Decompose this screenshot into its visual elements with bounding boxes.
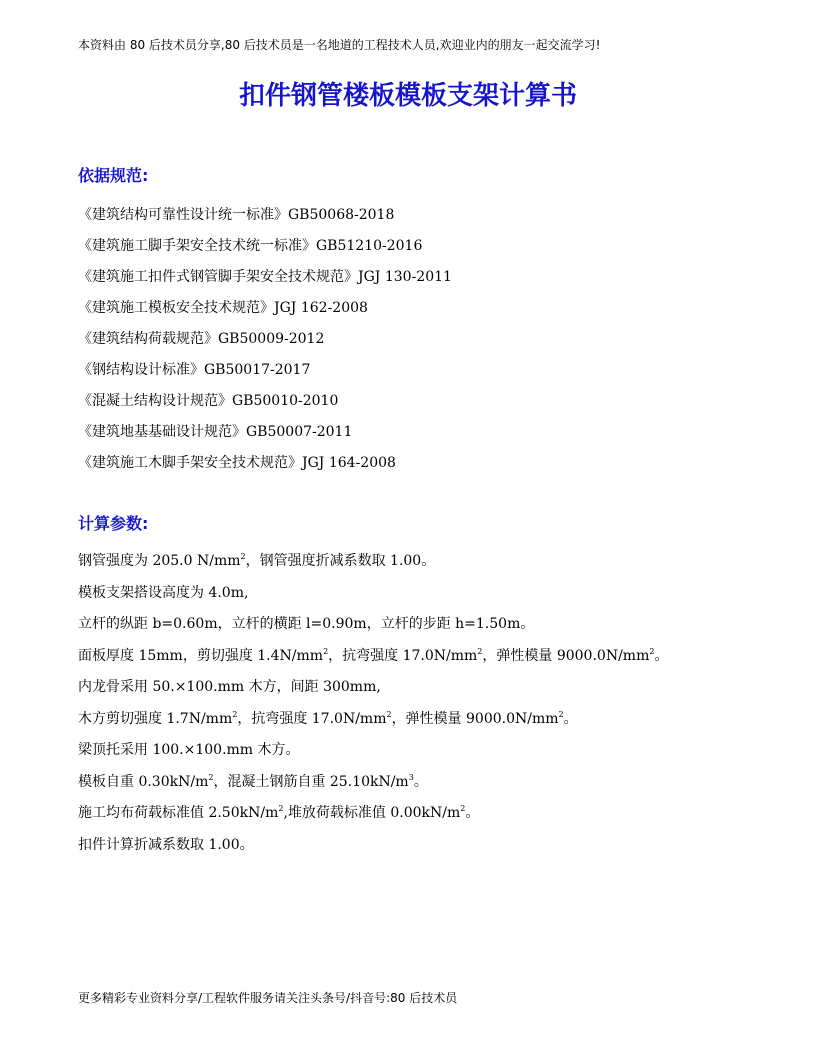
superscript: 2 bbox=[278, 804, 284, 813]
basis-item: 《建筑施工模板安全技术规范》JGJ 162-2008 bbox=[78, 300, 368, 316]
superscript: 2 bbox=[240, 552, 246, 561]
superscript: 2 bbox=[323, 646, 329, 656]
basis-item: 《混凝土结构设计规范》GB50010-2010 bbox=[78, 393, 339, 409]
param-panel: 面板厚度 15mm，剪切强度 $1.4N/mm^2$，抗弯强度 $17.0N/mm^2$，弹性模量 $9000.0N/mm^2$。 bbox=[78, 646, 669, 664]
basis-item: 《钢结构设计标准》GB50017-2017 bbox=[78, 362, 311, 378]
basis-item: 《建筑施工扣件式钢管脚手架安全技术规范》JGJ 130-2011 bbox=[78, 269, 452, 285]
param-fastener-reduction: 扣件计算折减系数取 1.00。 bbox=[78, 836, 254, 853]
param-pole-spacing: 立杆的纵距 b=0.60m，立杆的横距 l=0.90m，立杆的步距 h=1.50m。 bbox=[78, 616, 535, 632]
basis-item: 《建筑施工木脚手架安全技术规范》JGJ 164-2008 bbox=[78, 455, 396, 471]
superscript: 2 bbox=[208, 772, 214, 782]
superscript: 2 bbox=[477, 646, 483, 656]
basis-heading: 依据规范: bbox=[78, 166, 149, 185]
superscript: 2 bbox=[386, 709, 392, 719]
superscript: 3 bbox=[408, 772, 414, 782]
param-timber: 木方剪切强度 $1.7N/mm^2$，抗弯强度 $17.0N/mm^2$，弹性模量 $9000.0N/mm^2$。 bbox=[78, 709, 578, 727]
footer-note: 更多精彩专业资料分享/工程软件服务请关注头条号/抖音号:80 后技术员 bbox=[78, 991, 458, 1005]
param-construction-load: 施工均布荷载标准值 $2.50kN/m^2$,堆放荷载标准值 $0.00kN/m^2$。 bbox=[78, 804, 480, 821]
superscript: 2 bbox=[232, 709, 238, 719]
basis-list bbox=[78, 200, 452, 479]
param-beam-top-support: 梁顶托采用 100.×100.mm 木方。 bbox=[78, 742, 300, 758]
param-self-weight: 模板自重 $0.30kN/m^2$，混凝土钢筋自重 $25.10kN/m^3$。 bbox=[78, 772, 428, 790]
param-support-height: 模板支架搭设高度为 4.0m, bbox=[78, 584, 249, 601]
superscript: 2 bbox=[558, 709, 564, 719]
param-steel-strength: 钢管强度为 205.0 $N/mm^2$，钢管强度折减系数取 1.00。 bbox=[78, 552, 436, 569]
basis-item: 《建筑结构可靠性设计统一标准》GB50068-2018 bbox=[78, 207, 395, 223]
document-title: 扣件钢管楼板模板支架计算书 bbox=[238, 81, 577, 111]
params-heading: 计算参数: bbox=[78, 514, 149, 533]
basis-item: 《建筑地基基础设计规范》GB50007-2011 bbox=[78, 424, 353, 440]
basis-item: 《建筑施工脚手架安全技术统一标准》GB51210-2016 bbox=[78, 238, 423, 254]
superscript: 2 bbox=[460, 804, 466, 813]
param-inner-keel: 内龙骨采用 50.×100.mm 木方，间距 300mm, bbox=[78, 679, 381, 695]
params-list bbox=[78, 546, 668, 861]
basis-item: 《建筑结构荷载规范》GB50009-2012 bbox=[78, 331, 325, 347]
superscript: 2 bbox=[649, 646, 655, 656]
header-note: 本资料由 80 后技术员分享,80 后技术员是一名地道的工程技术人员,欢迎业内的朋友一起交流学习! bbox=[78, 38, 601, 52]
